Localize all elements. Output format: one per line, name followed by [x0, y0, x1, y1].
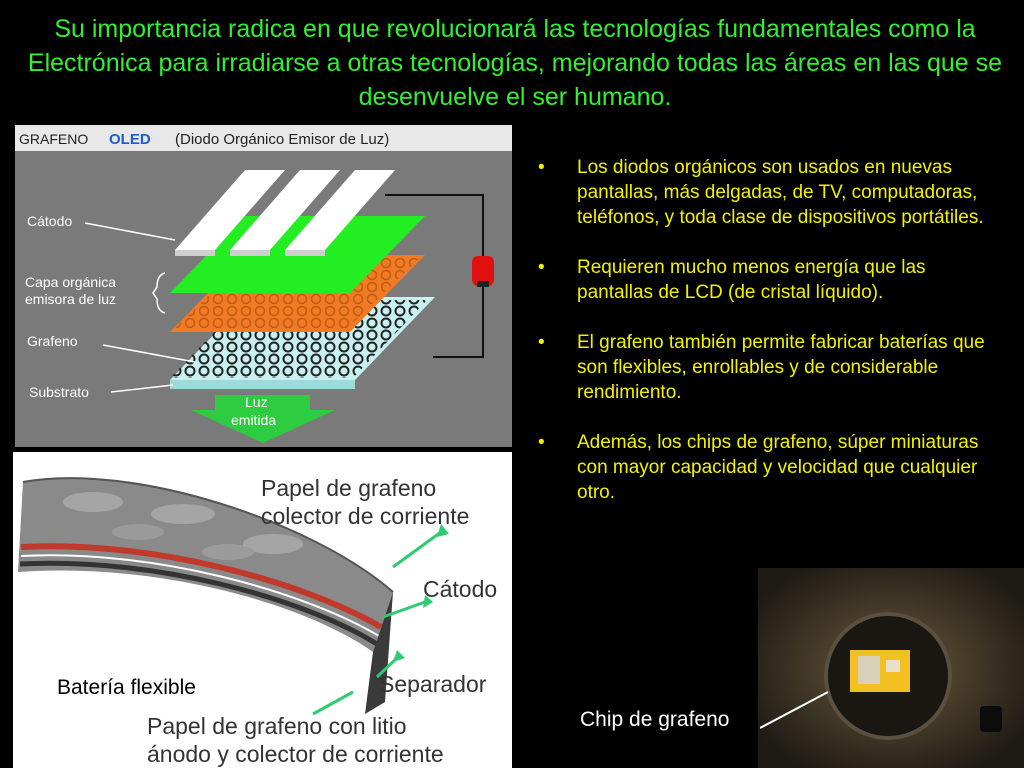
bullet-item: • Además, los chips de grafeno, súper miniaturas con mayor capacidad y velocidad que cualquier otro. [534, 430, 1004, 505]
oled-header-oled: OLED [109, 131, 151, 148]
chip-pointer-line [760, 690, 830, 730]
battery-diagram [13, 452, 512, 768]
chip-photo [758, 568, 1024, 768]
light-label-1: Luz [245, 394, 268, 410]
light-label-2: emitida [231, 412, 277, 428]
battery-label-paper-1: Papel de grafeno [261, 475, 437, 501]
battery-label-paper-2: colector de corriente [261, 503, 470, 529]
battery-caption: Batería flexible [57, 676, 196, 699]
battery-label-separator: Separador [379, 671, 487, 697]
bullet-item: • El grafeno también permite fabricar baterías que son flexibles, enrollables y de considerable rendimiento. [534, 330, 1004, 405]
label-graphene: Grafeno [27, 333, 78, 349]
oled-header-desc: (Diodo Orgánico Emisor de Luz) [175, 131, 390, 148]
battery-label-anode-1: Papel de grafeno con litio [147, 713, 407, 739]
battery-label-cathode: Cátodo [423, 576, 498, 602]
oled-diagram [15, 125, 512, 447]
label-organic-2: emisora de luz [25, 291, 117, 307]
oled-header-grafeno: GRAFENO [19, 131, 89, 147]
bullet-item: • Los diodos orgánicos son usados en nuevas pantallas, más delgadas, de TV, computadoras, teléfonos, y toda clase de dispositivos portátiles. [534, 155, 1004, 230]
bullet-item: • Requieren mucho menos energía que las pantallas de LCD (de cristal líquido). [534, 255, 1004, 305]
label-substrate: Substrato [29, 384, 89, 400]
battery-label-anode-2: ánodo y colector de corriente [147, 741, 444, 767]
slide-title: Su importancia radica en que revolucionará las tecnologías fundamentales como la Electrónica para irradiarse a otras tecnologías, mejorando todas las áreas en las que se desenvuelve el ser humano. [27, 15, 1003, 111]
label-cathode: Cátodo [27, 213, 73, 229]
bullet-list [534, 155, 1004, 530]
chip-caption: Chip de grafeno [580, 708, 730, 731]
label-organic-1: Capa orgánica [25, 274, 117, 290]
